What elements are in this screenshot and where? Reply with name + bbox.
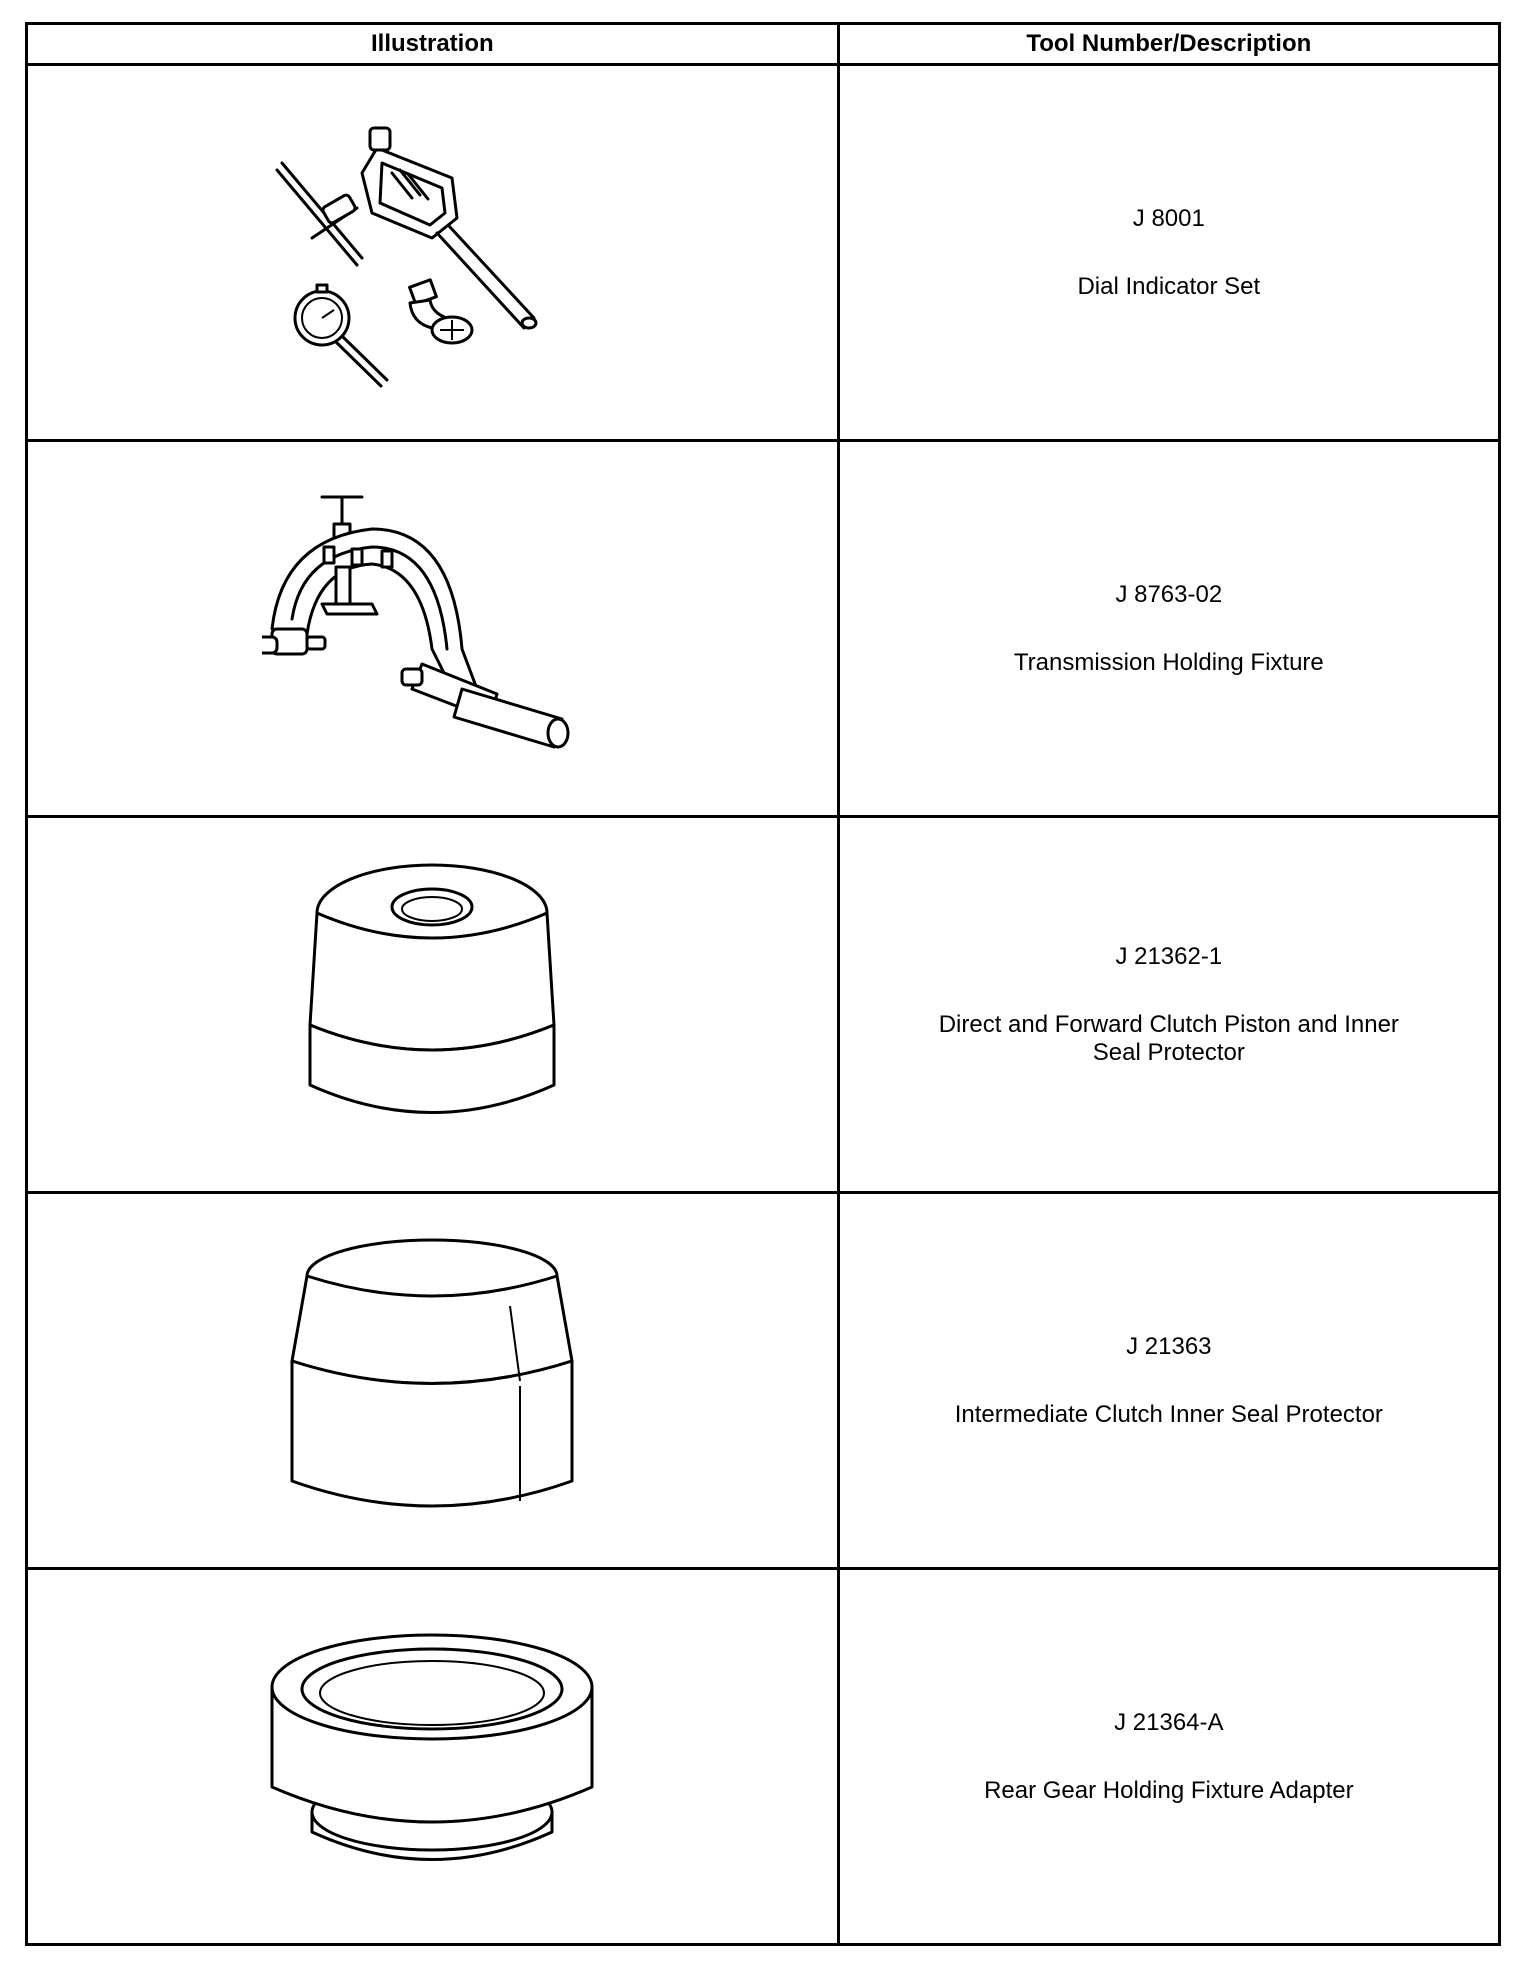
illustration-header: Illustration (27, 24, 839, 65)
table-row (27, 817, 1500, 1193)
holding-fixture-icon (262, 489, 602, 769)
tool-name: Rear Gear Holding Fixture Adapter (984, 1776, 1354, 1804)
fixture-adapter-icon (267, 1627, 597, 1887)
special-tools-table (25, 22, 1501, 1946)
table-row (27, 1193, 1500, 1569)
tool-description-header: Tool Number/Description (838, 24, 1499, 65)
dial-indicator-set-icon (262, 118, 602, 388)
tool-name: Intermediate Clutch Inner Seal Protector (954, 1400, 1383, 1428)
tool-name: Transmission Holding Fixture (1013, 648, 1324, 676)
illustration-cell (27, 441, 839, 817)
tool-name: Dial Indicator Set (1077, 272, 1261, 300)
tool-description-cell (838, 1569, 1499, 1945)
table-row (27, 65, 1500, 441)
tool-number: J 21363 (1126, 1332, 1212, 1360)
seal-protector-icon (302, 855, 562, 1155)
table-header-row (27, 24, 1500, 65)
tool-name: Direct and Forward Clutch Piston and Inner Seal Protector (938, 1010, 1399, 1066)
illustration-cell (27, 65, 839, 441)
illustration-cell (27, 817, 839, 1193)
tool-number: J 8763-02 (1115, 580, 1223, 608)
table-row (27, 1569, 1500, 1945)
tool-description-cell (838, 817, 1499, 1193)
tool-number: J 21364-A (1114, 1708, 1224, 1736)
inner-seal-protector-icon (282, 1231, 582, 1531)
tool-description-cell (838, 1193, 1499, 1569)
table-row (27, 441, 1500, 817)
tool-number: J 21362-1 (1115, 942, 1223, 970)
tool-number: J 8001 (1132, 204, 1205, 232)
tool-description-cell (838, 441, 1499, 817)
illustration-cell (27, 1569, 839, 1945)
tool-description-cell (838, 65, 1499, 441)
illustration-cell (27, 1193, 839, 1569)
